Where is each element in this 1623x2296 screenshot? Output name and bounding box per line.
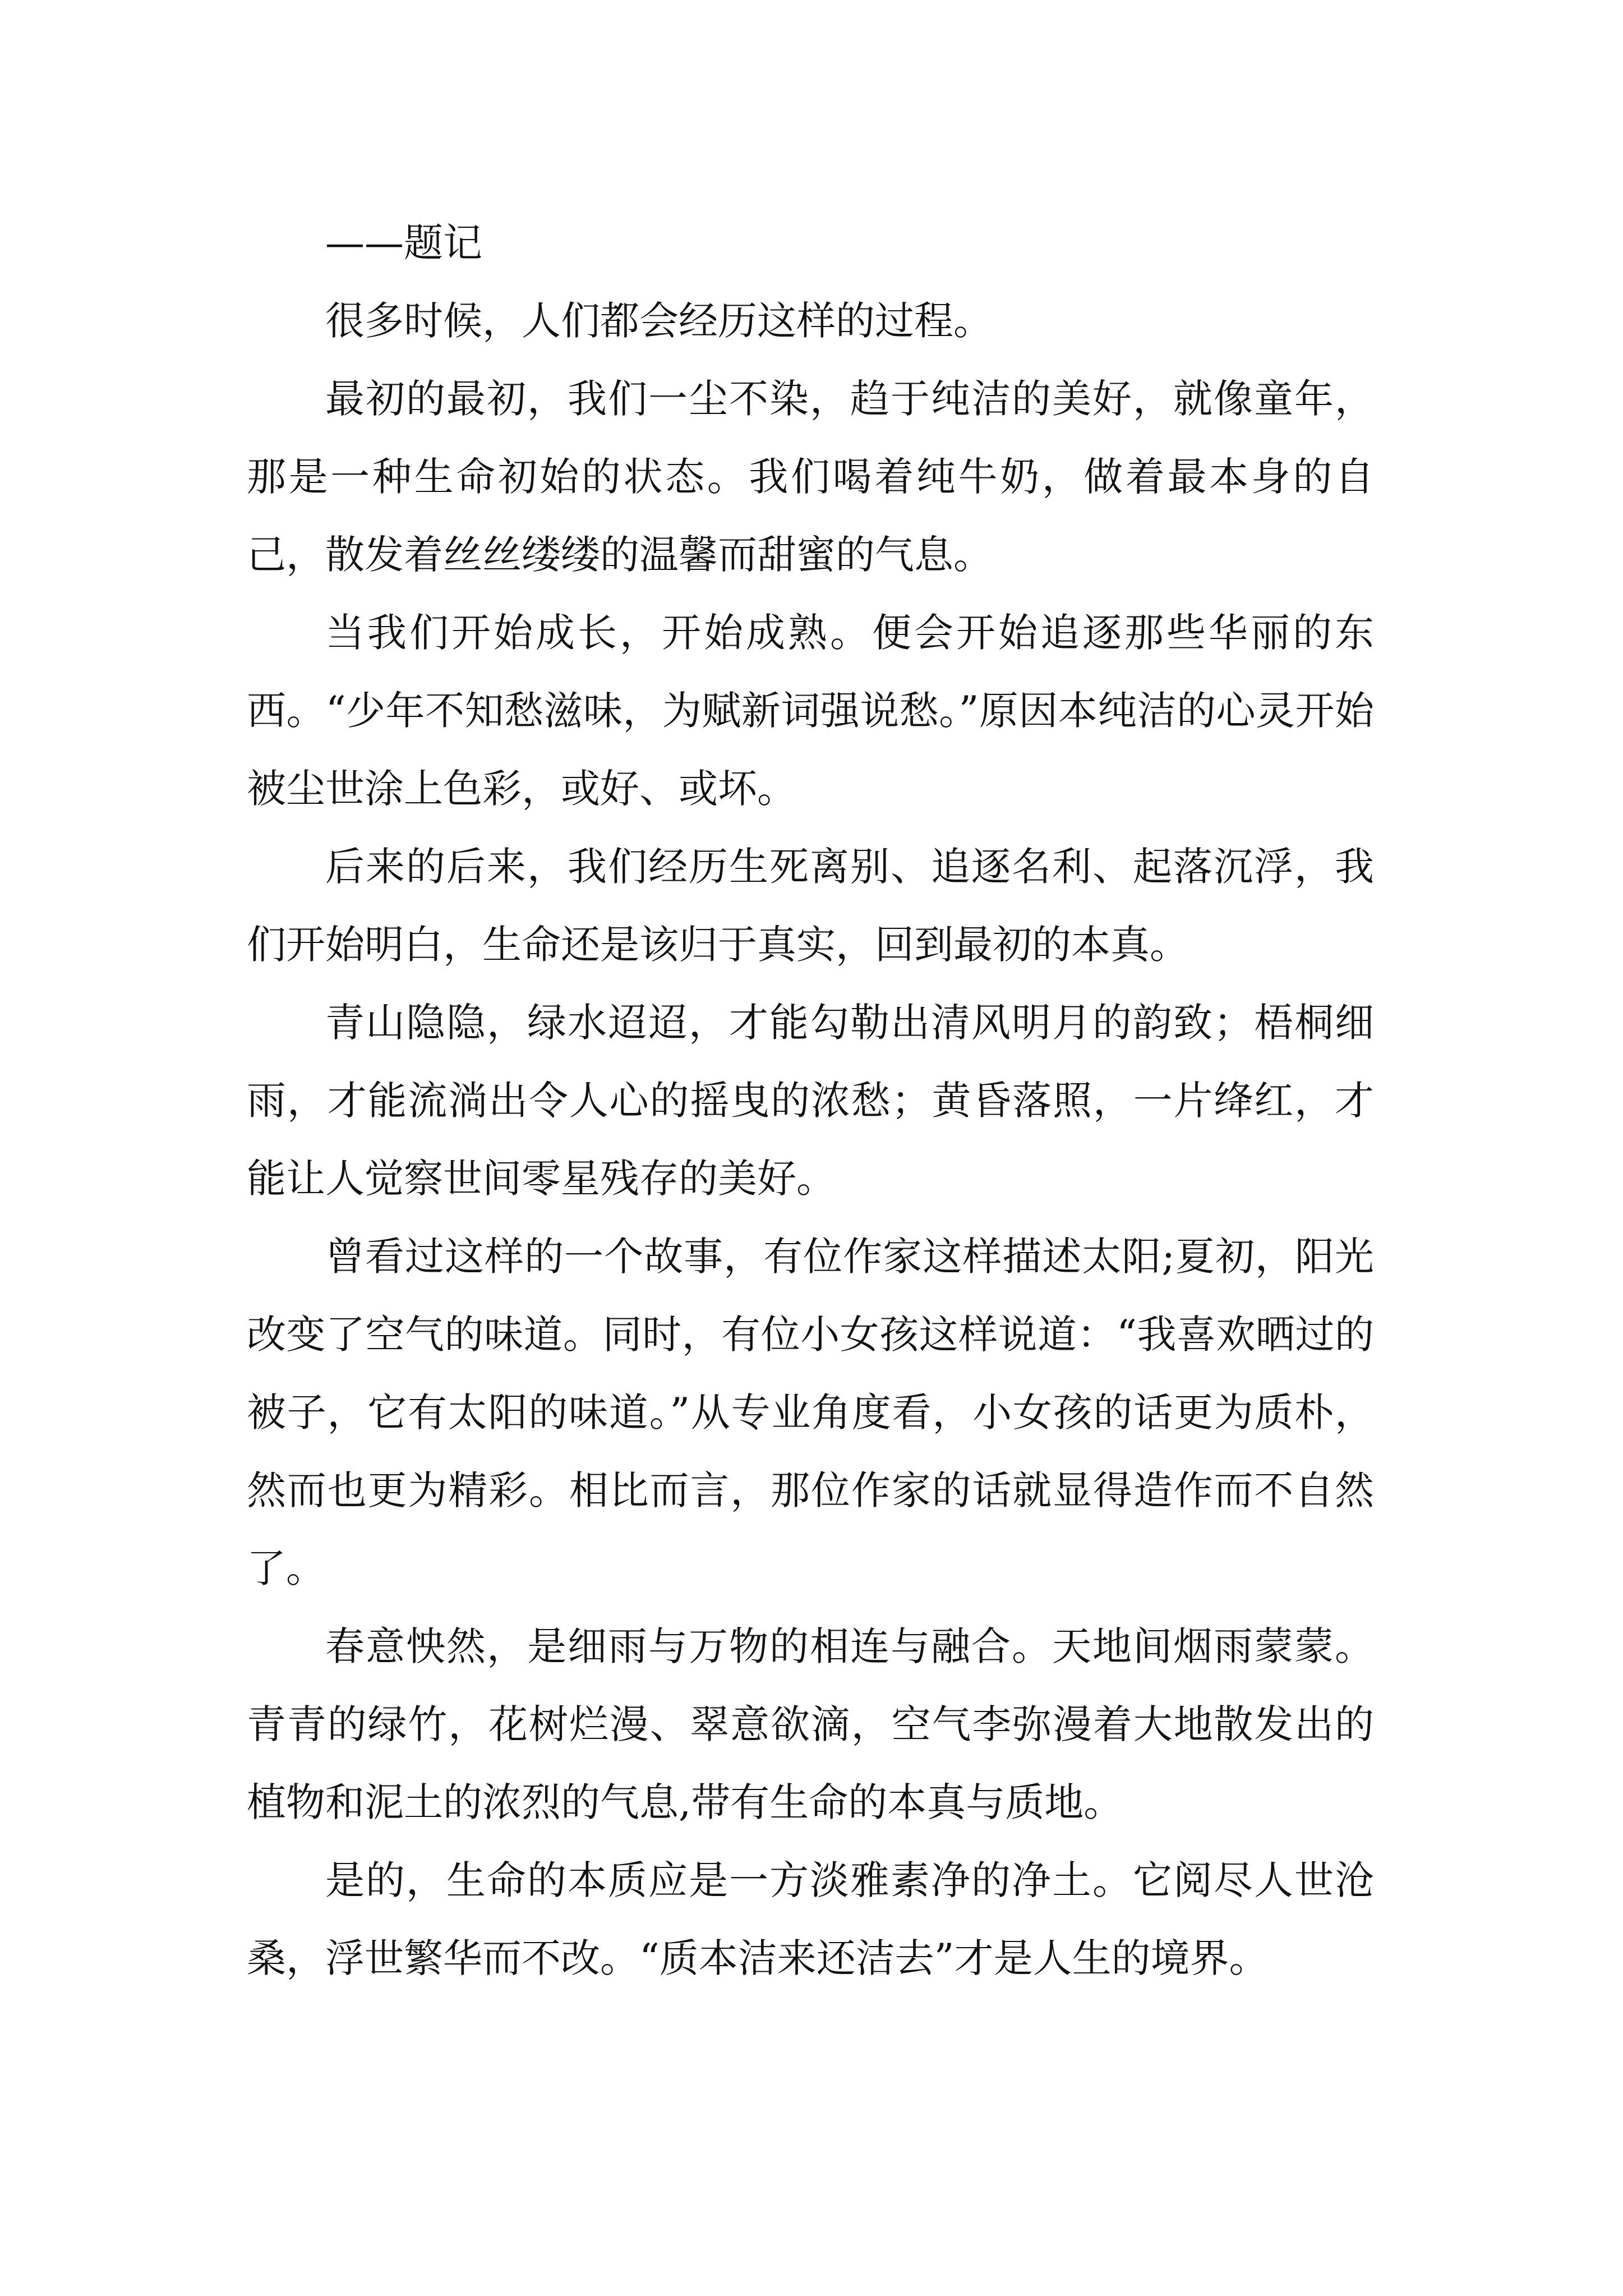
- paragraph: 青山隐隐，绿水迢迢，才能勾勒出清风明月的韵致；梧桐细雨，才能流淌出令人心的摇曳的浓愁；黄昏落照，一片绛红，才能让人觉察世间零星残存的美好。: [247, 1000, 1374, 1202]
- paragraph: 很多时候，人们都会经历这样的过程。: [325, 298, 993, 344]
- paragraph: 后来的后来，我们经历生死离别、追逐名利、起落沉浮，我们开始明白，生命还是该归于真实，回到最初的本真。: [247, 844, 1374, 968]
- paragraph: 曾看过这样的一个故事，有位作家这样描述太阳;夏初，阳光改变了空气的味道。同时，有位小女孩这样说道：“我喜欢晒过的被子，它有太阳的味道。”从专业角度看，小女孩的话更为质朴，然而也更为精彩。相比而言，那位作家的话就显得造作而不自然了。: [247, 1234, 1374, 1591]
- paragraph: 最初的最初，我们一尘不染，趋于纯洁的美好，就像童年，那是一种生命初始的状态。我们喝着纯牛奶，做着最本身的自己，散发着丝丝缕缕的温馨而甜蜜的气息。: [247, 376, 1374, 578]
- paragraph: 当我们开始成长，开始成熟。便会开始追逐那些华丽的东西。“少年不知愁滋味，为赋新词强说愁。”原因本纯洁的心灵开始被尘世涂上色彩，或好、或坏。: [247, 610, 1374, 812]
- paragraph: 春意怏然，是细雨与万物的相连与融合。天地间烟雨蒙蒙。青青的绿竹，花树烂漫、翠意欲滴，空气李弥漫着大地散发出的植物和泥土的浓烈的气息,带有生命的本真与质地。: [247, 1623, 1374, 1825]
- paragraph: 是的，生命的本质应是一方淡雅素净的净土。它阅尽人世沧桑，浮世繁华而不改。“质本洁来还洁去”才是人生的境界。: [247, 1857, 1374, 1981]
- essay-body: [247, 204, 1374, 1998]
- epigraph-attribution: ——题记: [325, 220, 482, 266]
